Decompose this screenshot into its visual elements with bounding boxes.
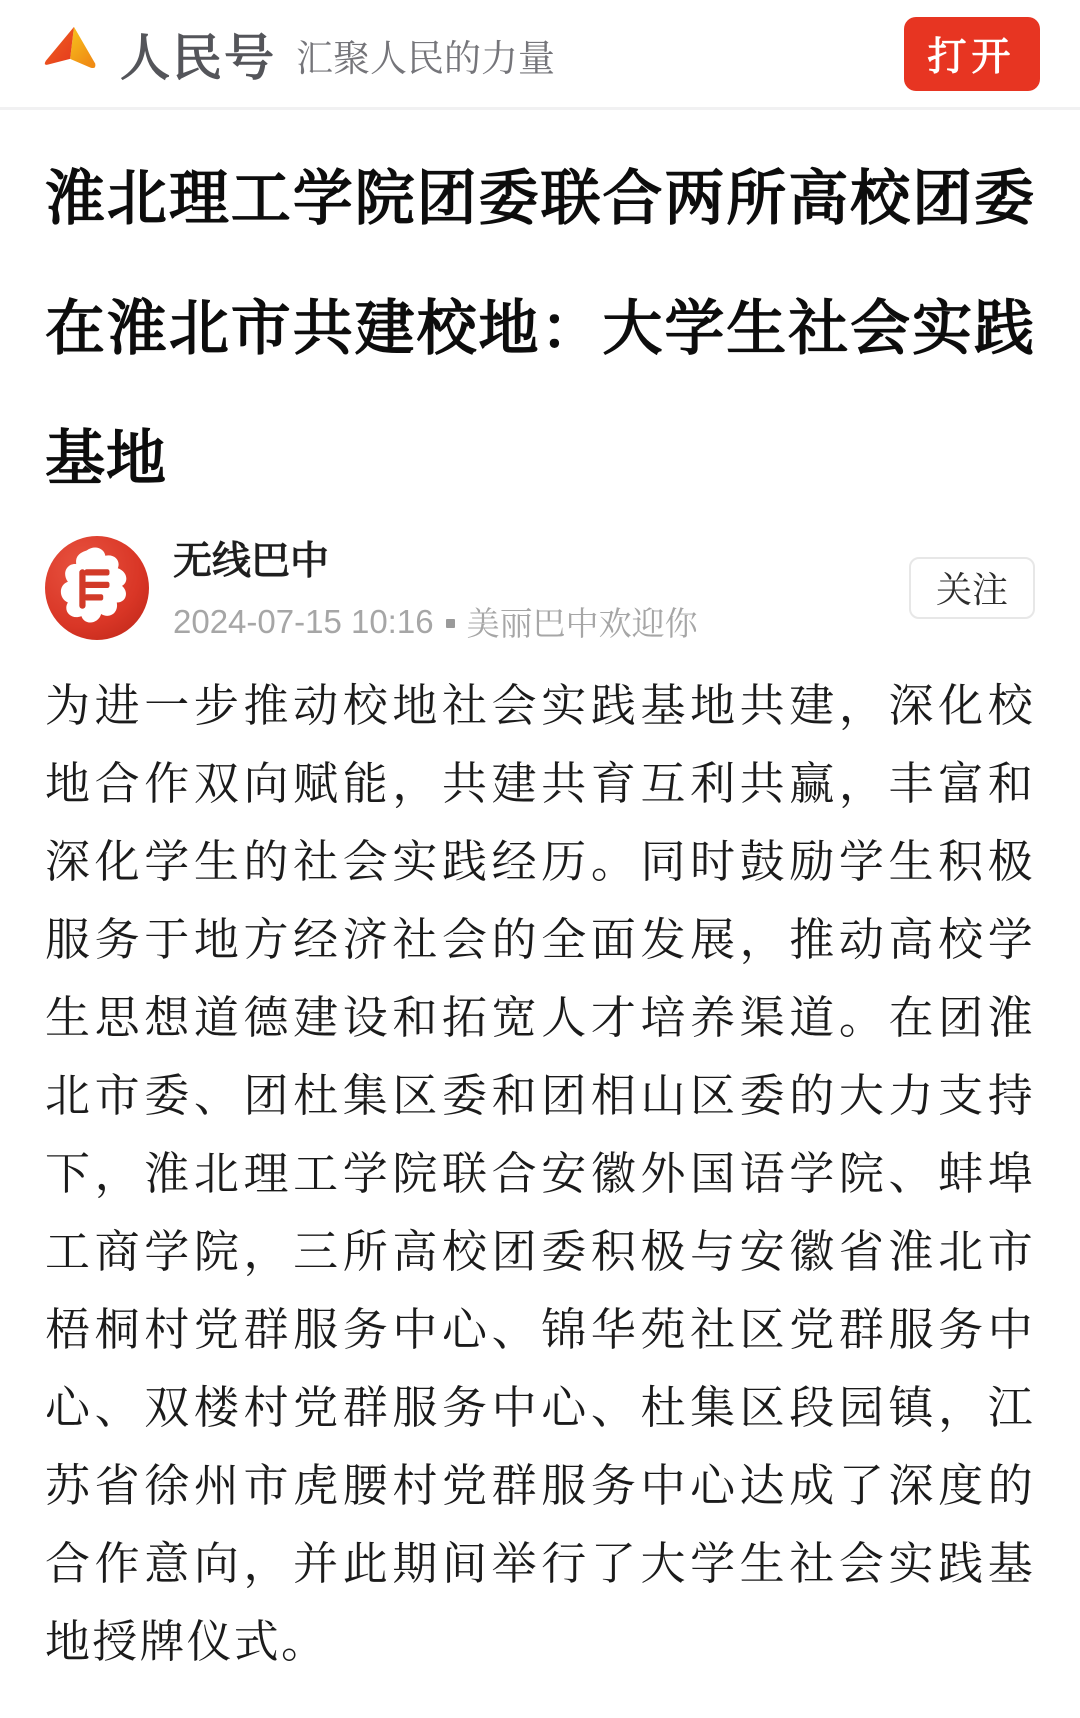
open-app-button[interactable]: 打开	[904, 17, 1040, 91]
header-bar	[0, 0, 1080, 110]
follow-button[interactable]: 关注	[909, 557, 1035, 619]
author-info	[173, 530, 698, 645]
author-row	[45, 530, 1035, 645]
author-meta	[173, 598, 698, 645]
article-body: 为进一步推动校地社会实践基地共建，深化校地合作双向赋能，共建共育互利共赢，丰富和深化学生的社会实践经历。同时鼓励学生积极服务于地方经济社会的全面发展，推动高校学生思想道德建设和拓宽人才培养渠道。在团淮北市委、团杜集区委和团相山区委的大力支持下，淮北理工学院联合安徽外国语学院、蚌埠工商学院，三所高校团委积极与安徽省淮北市梧桐村党群服务中心、锦华苑社区党群服务中心、双楼村党群服务中心、杜集区段园镇，江苏省徐州市虎腰村党群服务中心达成了深度的合作意向，并此期间举行了大学生社会实践基地授牌仪式。	[45, 680, 1035, 1667]
brand-name[interactable]: 人民号	[120, 29, 276, 86]
brand-slogan: 汇聚人民的力量	[296, 39, 555, 80]
separator-dot-icon	[446, 619, 455, 628]
source-label: 美丽巴中欢迎你	[466, 605, 698, 642]
renminhao-logo-icon[interactable]	[42, 22, 104, 86]
author-name[interactable]: 无线巴中	[173, 540, 330, 583]
article-title: 淮北理工学院团委联合两所高校团委在淮北市共建校地：大学生社会实践基地	[45, 165, 1035, 492]
publish-timestamp: 2024-07-15 10:16	[173, 602, 434, 640]
article	[0, 134, 1080, 1681]
author-avatar[interactable]	[45, 536, 149, 640]
